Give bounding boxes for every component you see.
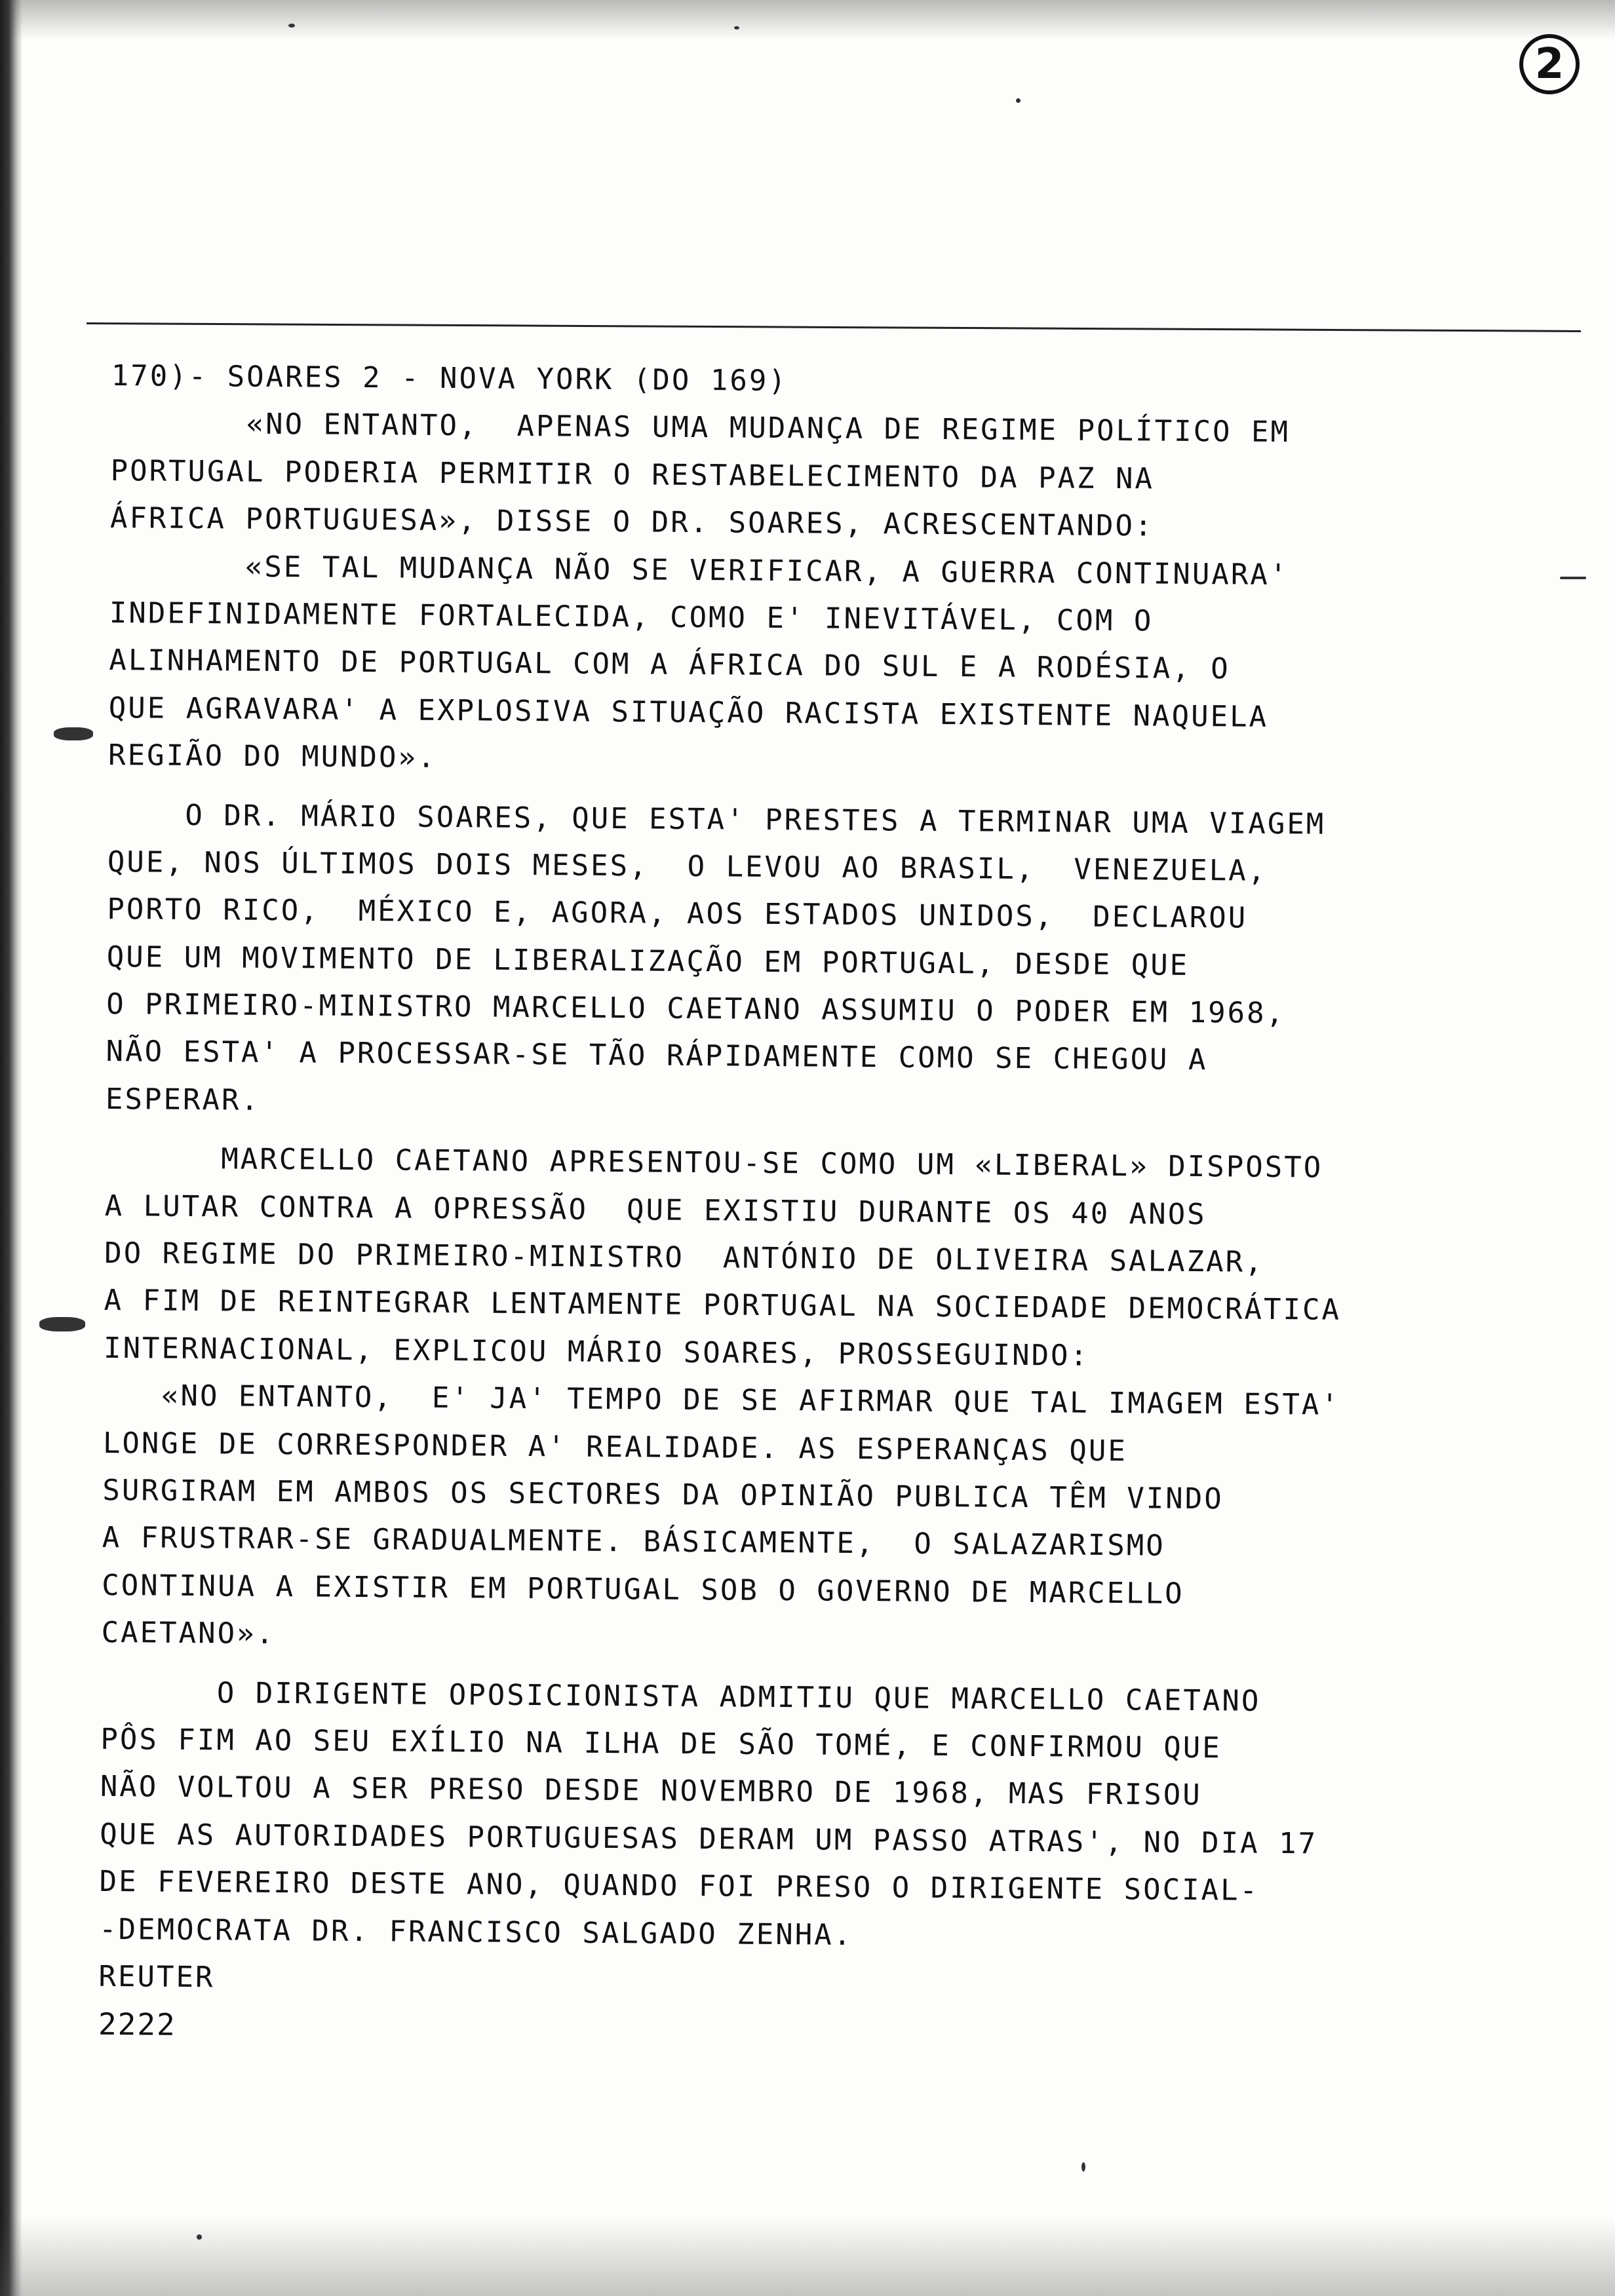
text-line: INTERNACIONAL, EXPLICOU MÁRIO SOARES, PROSSEGUINDO: (103, 1331, 1090, 1373)
text-line: O DR. MÁRIO SOARES, QUE ESTA' PRESTES A TERMINAR UMA VIAGEM (107, 797, 1326, 841)
text-line: CAETANO». (101, 1616, 276, 1651)
text-line: -DEMOCRATA DR. FRANCISCO SALGADO ZENHA. (98, 1912, 853, 1952)
text-line: O PRIMEIRO-MINISTRO MARCELLO CAETANO ASSUMIU O PODER EM 1968, (106, 987, 1286, 1031)
dateline: 170)- SOARES 2 - NOVA YORK (DO 169) (111, 358, 788, 398)
paragraph (101, 1135, 1534, 1668)
scan-speck (1016, 98, 1021, 103)
telex-text (98, 353, 1540, 2059)
text-line: «NO ENTANTO, E' JA' TEMPO DE SE AFIRMAR QUE TAL IMAGEM ESTA' (103, 1379, 1341, 1422)
scan-shadow-left (0, 0, 22, 2296)
text-line: ALINHAMENTO DE PORTUGAL COM A ÁFRICA DO SUL E A RODÉSIA, O (109, 643, 1230, 686)
scan-speck (54, 727, 93, 740)
text-line: REGIÃO DO MUNDO». (107, 738, 437, 775)
scan-shadow-top (0, 0, 1615, 39)
scan-speck (734, 26, 739, 29)
text-line: NÃO ESTA' A PROCESSAR-SE TÃO RÁPIDAMENTE COMO SE CHEGOU A (106, 1035, 1208, 1077)
text-line: PÔS FIM AO SEU EXÍLIO NA ILHA DE SÃO TOMÉ, E CONFIRMOU QUE (100, 1722, 1222, 1765)
text-line: DE FEVEREIRO DESTE ANO, QUANDO FOI PRESO O DIRIGENTE SOCIAL- (99, 1865, 1260, 1907)
header-rule (87, 322, 1581, 332)
text-line: CONTINUA A EXISTIR EM PORTUGAL SOB O GOVERNO DE MARCELLO (102, 1568, 1184, 1611)
text-line: ESPERAR. (105, 1082, 261, 1117)
text-line: PORTO RICO, MÉXICO E, AGORA, AOS ESTADOS UNIDOS, DECLAROU (107, 892, 1248, 935)
text-line: A LUTAR CONTRA A OPRESSÃO QUE EXISTIU DURANTE OS 40 ANOS (104, 1189, 1207, 1231)
paragraph (106, 791, 1537, 1134)
scan-speck (1560, 577, 1586, 579)
scan-speck (1081, 2162, 1085, 2172)
text-line: LONGE DE CORRESPONDER A' REALIDADE. AS ESPERANÇAS QUE (102, 1426, 1128, 1468)
paragraph (108, 543, 1539, 791)
text-line: ÁFRICA PORTUGUESA», DISSE O DR. SOARES, ACRESCENTANDO: (109, 501, 1154, 543)
text-line: «SE TAL MUDANÇA NÃO SE VERIFICAR, A GUERRA CONTINUARA' (109, 548, 1289, 592)
text-line: NÃO VOLTOU A SER PRESO DESDE NOVEMBRO DE 1968, MAS FRISOU (100, 1770, 1202, 1812)
text-line: A FRUSTRAR-SE GRADUALMENTE. BÁSICAMENTE, O SALAZARISMO (102, 1521, 1165, 1563)
text-line: A FIM DE REINTEGRAR LENTAMENTE PORTUGAL NA SOCIEDADE DEMOCRÁTICA (104, 1284, 1342, 1328)
page-number: 2 (1519, 34, 1580, 94)
text-line: «NO ENTANTO, APENAS UMA MUDANÇA DE REGIME POLÍTICO EM (110, 406, 1291, 450)
text-line: INDEFINIDAMENTE FORTALECIDA, COMO E' INEVITÁVEL, COM O (109, 596, 1154, 638)
scan-speck (197, 2234, 202, 2240)
paragraph (99, 1668, 1530, 1964)
scan-speck (39, 1317, 85, 1331)
agency-signature: REUTER (98, 1959, 215, 1995)
text-line: PORTUGAL PODERIA PERMITIR O RESTABELECIMENTO DA PAZ NA (110, 453, 1155, 496)
scan-speck (288, 24, 295, 28)
text-line: QUE AS AUTORIDADES PORTUGUESAS DERAM UM PASSO ATRAS', NO DIA 17 (100, 1817, 1318, 1861)
text-line: MARCELLO CAETANO APRESENTOU-SE COMO UM «LIBERAL» DISPOSTO (105, 1141, 1323, 1185)
text-line: O DIRIGENTE OPOSICIONISTA ADMITIU QUE MARCELLO CAETANO (100, 1675, 1261, 1718)
time-code: 2222 (98, 2006, 176, 2043)
text-line: SURGIRAM EM AMBOS OS SECTORES DA OPINIÃO PUBLICA TÊM VINDO (102, 1473, 1224, 1516)
scan-shadow-bottom (0, 2217, 1615, 2296)
text-line: DO REGIME DO PRIMEIRO-MINISTRO ANTÓNIO DE OLIVEIRA SALAZAR, (104, 1236, 1264, 1279)
text-line: QUE AGRAVARA' A EXPLOSIVA SITUAÇÃO RACISTA EXISTENTE NAQUELA (108, 691, 1269, 734)
text-line: QUE UM MOVIMENTO DE LIBERALIZAÇÃO EM PORTUGAL, DESDE QUE (106, 940, 1190, 982)
paragraph (110, 400, 1540, 553)
text-line: QUE, NOS ÚLTIMOS DOIS MESES, O LEVOU AO BRASIL, VENEZUELA, (107, 845, 1268, 888)
